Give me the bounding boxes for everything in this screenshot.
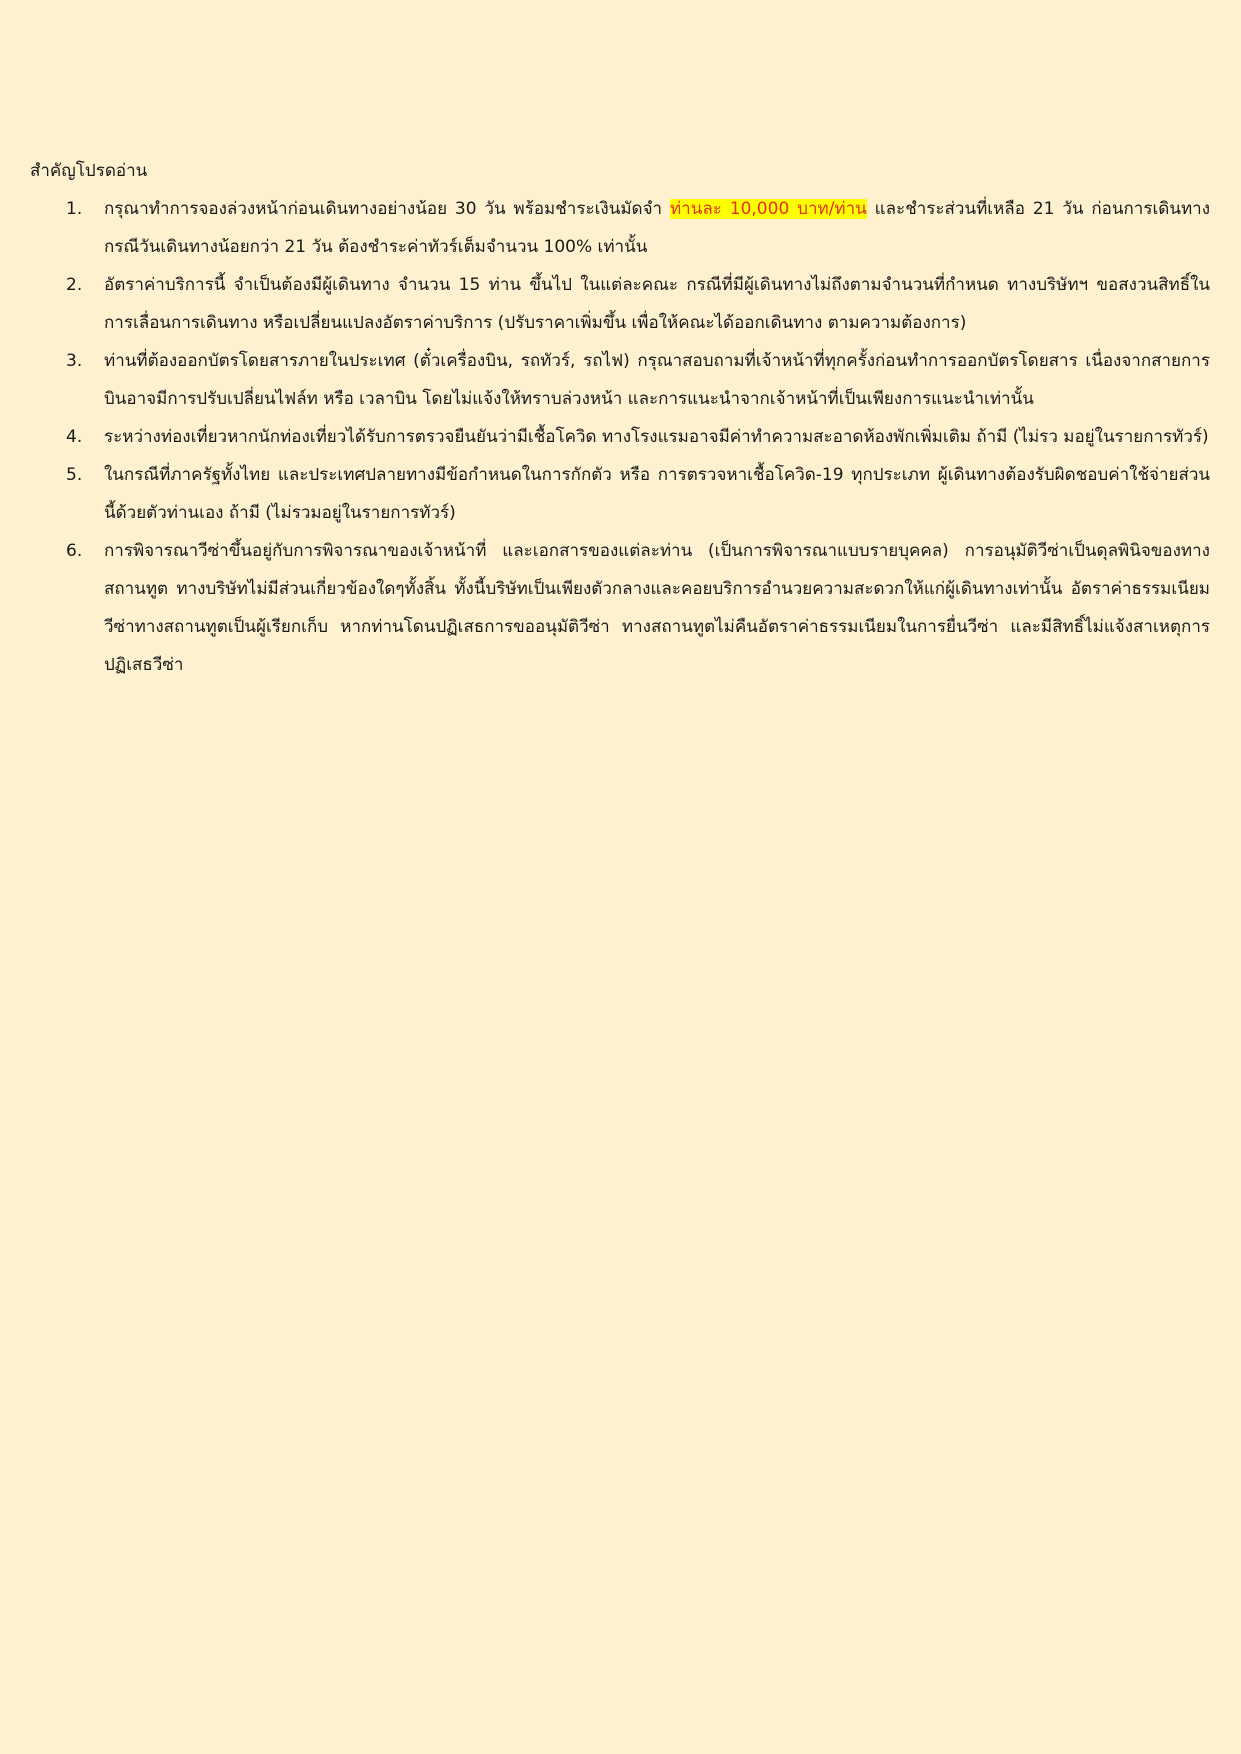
section-heading: สำคัญโปรดอ่าน [30, 161, 148, 181]
note-number: 5. [66, 465, 83, 485]
note-number: 6. [66, 541, 83, 561]
note-text: ท่านที่ต้องออกบัตรโดยสารภายในประเทศ (ตั๋วเครื่องบิน, รถทัวร์, รถไฟ) กรุณาสอบถามที่เจ้าหน้าที่ทุกครั้งก่อนทำการออกบัตรโดยสาร เนื่องจากสายการบินอาจมีการปรับเปลี่ยนไฟล์ท หรือ เวลาบิน โดยไม่แจ้งให้ทราบล่วงหน้า และการแนะนำจากเจ้าหน้าที่เป็นเพียงการแนะนำเท่านั้น [104, 351, 1210, 409]
note-item [30, 532, 1210, 684]
note-number: 4. [66, 427, 83, 447]
note-text: การพิจารณาวีซ่าขึ้นอยู่กับการพิจารณาของเจ้าหน้าที่ และเอกสารของแต่ละท่าน (เป็นการพิจารณาแบบรายบุคคล) การอนุมัติวีซ่าเป็นดุลพินิจของทางสถานทูต ทางบริษัทไม่มีส่วนเกี่ยวข้องใดๆทั้งสิ้น ทั้งนี้บริษัทเป็นเพียงตัวกลางและคอยบริการอำนวยความสะดวกให้แก่ผู้เดินทางเท่านั้น อัตราค่าธรรมเนียมวีซ่าทางสถานทูตเป็นผู้เรียกเก็บ หากท่านโดนปฏิเสธการขออนุมัติวีซ่า ทางสถานทูตไม่คืนอัตราค่าธรรมเนียมในการยื่นวีซ่า และมีสิทธิ์ไม่แจ้งสาเหตุการปฏิเสธวีซ่า [104, 541, 1210, 675]
terms-section [30, 156, 1210, 684]
note-item [30, 456, 1210, 532]
note-text: ระหว่างท่องเที่ยวหากนักท่องเที่ยวได้รับการตรวจยืนยันว่ามีเชื้อโควิด ทางโรงแรมอาจมีค่าทำความสะอาดห้องพักเพิ่มเติม ถ้ามี (ไม่รว มอยู่ในรายการทัวร์) [104, 427, 1209, 447]
note-text-before: กรุณาทำการจองล่วงหน้าก่อนเดินทางอย่างน้อย 30 วัน พร้อมชำระเงินมัดจำ [104, 199, 670, 219]
note-item [30, 342, 1210, 418]
note-item [30, 190, 1210, 266]
note-number: 1. [66, 199, 83, 219]
note-item [30, 266, 1210, 342]
note-text: อัตราค่าบริการนี้ จำเป็นต้องมีผู้เดินทาง จำนวน 15 ท่าน ขึ้นไป ในแต่ละคณะ กรณีที่มีผู้เดินทางไม่ถึงตามจำนวนที่กำหนด ทางบริษัทฯ ขอสงวนสิทธิ์ในการเลื่อนการเดินทาง หรือเปลี่ยนแปลงอัตราค่าบริการ (ปรับราคาเพิ่มขึ้น เพื่อให้คณะได้ออกเดินทาง ตามความต้องการ) [104, 275, 1210, 333]
note-item [30, 418, 1210, 456]
note-number: 2. [66, 275, 83, 295]
note-text-after: และชำระส่วนที่เหลือ 21 วัน ก่อนการเดินทาง กรณีวันเดินทางน้อยกว่า 21 วัน ต้องชำระค่าทัวร์เต็มจำนวน 100% เท่านั้น [104, 199, 1211, 257]
notes-list [30, 190, 1210, 684]
note-text: ในกรณีที่ภาครัฐทั้งไทย และประเทศปลายทางมีข้อกำหนดในการกักตัว หรือ การตรวจหาเชื้อโควิด-19 ทุกประเภท ผู้เดินทางต้องรับผิดชอบค่าใช้จ่ายส่วนนี้ด้วยตัวท่านเอง ถ้ามี (ไม่รวมอยู่ในรายการทัวร์) [104, 465, 1210, 523]
note-number: 3. [66, 351, 83, 371]
deposit-highlight: ท่านละ 10,000 บาท/ท่าน [669, 199, 867, 219]
